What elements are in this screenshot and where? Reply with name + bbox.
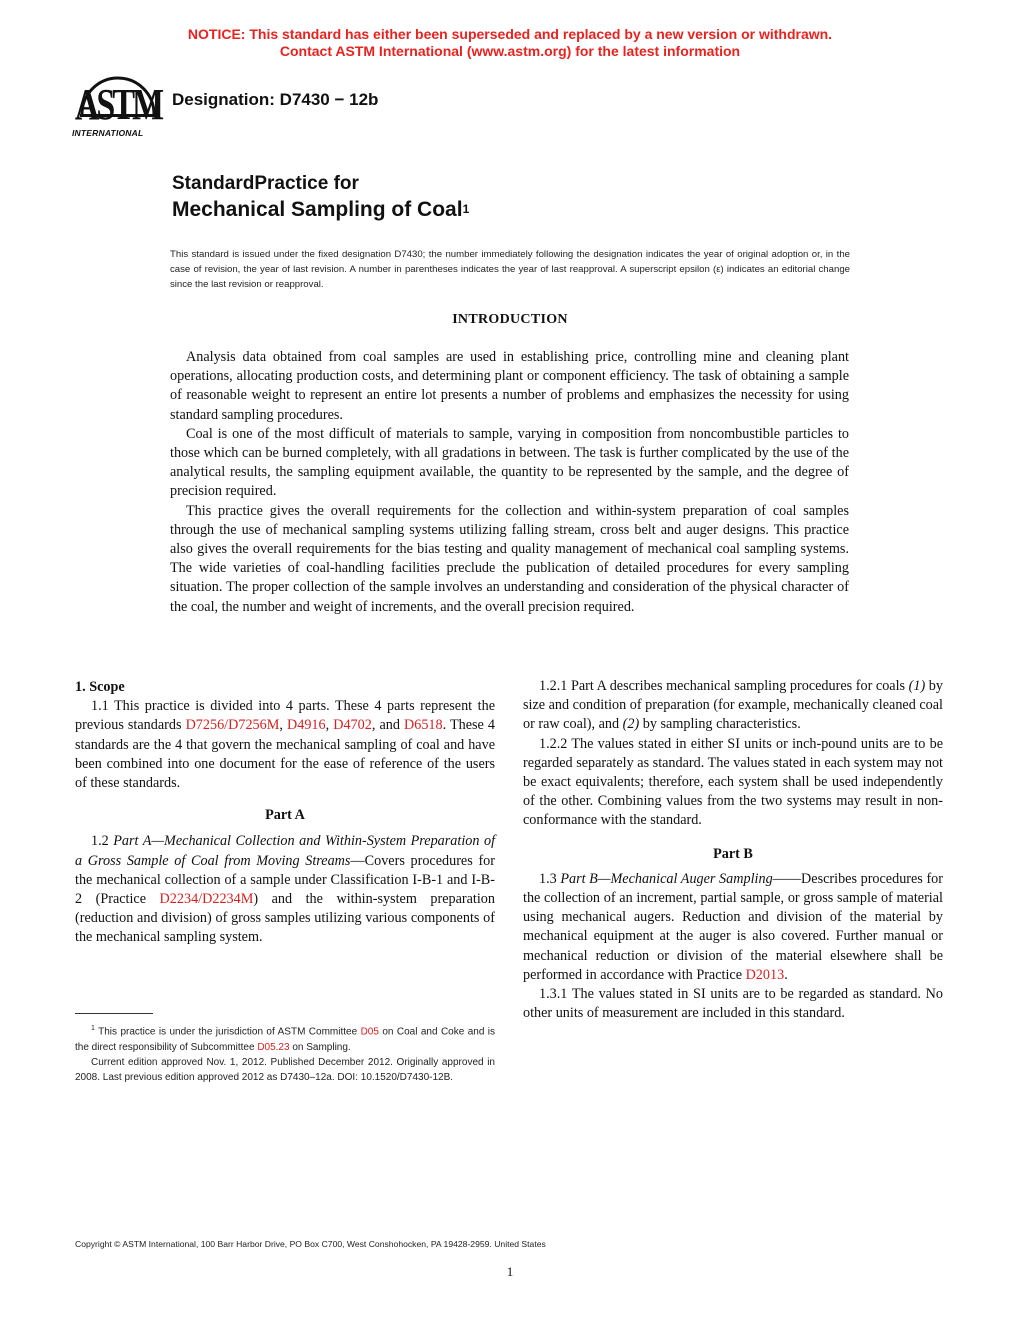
paragraph-1-1	[75, 697, 495, 793]
logo-international-text: INTERNATIONAL	[72, 128, 144, 138]
text: by size and condition of preparation (for example, mechanically cleaned coal or raw coal), and	[523, 678, 943, 733]
link-d2013[interactable]: D2013	[745, 966, 785, 983]
footnote-1	[75, 1021, 495, 1055]
footnote-mark: 1	[91, 1025, 95, 1032]
astm-logo-icon	[72, 72, 164, 132]
paragraph-1-3-1: 1.3.1 The values stated in SI units are to be regarded as standard. No other units of measurement are included in this standard.	[523, 986, 943, 1022]
text: (2)	[622, 716, 640, 733]
introduction-heading: INTRODUCTION	[452, 312, 568, 327]
notice-line-1: NOTICE: This standard has either been superseded and replaced by a new version or withdrawn.	[187, 26, 833, 42]
text: ,	[279, 717, 287, 734]
introduction-body	[170, 348, 849, 617]
link-d7256[interactable]: D7256/D7256M	[185, 717, 280, 734]
issuance-statement: This standard is issued under the fixed designation D7430; the number immediately following the designation indicates the year of original adoption or, in the case of revision, the year of last revision. A number in parentheses indicates the year of last reapproval. A superscript epsilon (ε) indicates an editorial change since the last revision or reapproval.	[170, 249, 850, 290]
page-number: 1	[506, 1264, 514, 1279]
paragraph-1-2-1	[523, 677, 943, 735]
copyright: Copyright © ASTM International, 100 Barr Harbor Drive, PO Box C700, West Conshohocken, PA 19428-2959. United States	[75, 1239, 546, 1249]
designation: Designation: D7430 − 12b	[172, 90, 379, 109]
intro-paragraph-3: This practice gives the overall requirements for the collection and within-system preparation of coal samples through the use of mechanical sampling systems utilizing falling stream, cross belt and auger designs. This practice also gives the overall requirements for the bias testing and quality management of mechanical coal sampling systems. The wide varieties of coal-handling facilities preclude the publication of detailed procedures for every sampling situation. The proper collection of the sample involves an understanding and consideration of the physical character of the coal, the number and weight of increments, and the overall precision required.	[170, 502, 849, 615]
paragraph-1-2-2: 1.2.2 The values stated in either SI units or inch-pound units are to be regarded separately as standard. The values stated in each system may not be exact equivalents; therefore, each system shall be used independently of the other. Combining values from the two systems may result in non-conformance with the standard.	[523, 735, 943, 829]
footnote-divider	[75, 1013, 153, 1014]
text: (1)	[908, 678, 926, 694]
text: on Coal and Coke and is the direct responsibility of Subcommittee	[75, 1026, 496, 1053]
intro-paragraph-2: Coal is one of the most difficult of materials to sample, varying in composition from noncombustible particles to those which can be burned completely, with all gradations in between. The task is further complicated by the use of the analytical results, the sampling equipment available, the quantity to be represented by the sample, and the degree of precision required.	[170, 425, 849, 500]
link-d05[interactable]: D05	[360, 1026, 379, 1038]
text: 1.2.1 Part A describes mechanical sampling procedures for coals	[539, 678, 909, 694]
text: by sampling characteristics.	[639, 716, 801, 733]
text: ) and the within-system preparation (reduction and division) of gross samples utilizing various components of the mechanical sampling system.	[75, 891, 495, 946]
paragraph-1-3	[523, 870, 943, 985]
footnote	[75, 1021, 495, 1085]
footnote-edition: Current edition approved Nov. 1, 2012. Published December 2012. Originally approved in 2008. Last previous edition approved 2012 as D7430–12a. DOI: 10.1520/D7430-12B.	[75, 1056, 495, 1083]
svg-text:ASTM: ASTM	[74, 79, 162, 129]
text: 1.1 This practice is divided into 4 parts. These 4 parts represent the previous standards	[75, 698, 495, 734]
part-a-title: Part A—Mechanical Collection and Within-System Preparation of a Gross Sample of Coal from Moving Streams	[75, 833, 496, 869]
text: , and	[371, 717, 404, 734]
astm-logo	[72, 72, 164, 144]
superseded-notice	[0, 26, 1020, 60]
text: 1.2	[91, 833, 114, 850]
title-text: Mechanical Sampling of Coal	[172, 198, 463, 221]
text: This practice is under the jurisdiction of ASTM Committee	[98, 1026, 361, 1038]
text: .	[784, 966, 788, 983]
text: ——Describes procedures for the collection of an increment, partial sample, or gross sample of material using mechanical augers. Reduction and division of the material by mechanical equipment at the auger is also covered. Further manual or mechanical reduction or division of the material elsewhere shall be performed in accordance with Practice	[523, 870, 943, 983]
link-d0523[interactable]: D05.23	[257, 1041, 290, 1053]
text: 1.3	[539, 870, 561, 887]
notice-line-2: Contact ASTM International (www.astm.org) for the latest information	[279, 43, 741, 59]
right-column	[523, 677, 943, 1023]
title-line-2	[172, 198, 469, 222]
link-d4702[interactable]: D4702	[333, 717, 372, 734]
link-d2234[interactable]: D2234/D2234M	[159, 891, 254, 908]
text: ,	[325, 717, 334, 734]
part-a-heading: Part A	[265, 807, 305, 824]
text: . These 4 standards are the 4 that govern the mechanical sampling of coal and have been combined into one document for the ease of reference of the users of these standards.	[75, 717, 495, 792]
part-b-heading: Part B	[713, 845, 753, 862]
link-d4916[interactable]: D4916	[286, 717, 326, 734]
part-b-title: Part B—Mechanical Auger Sampling	[560, 870, 773, 887]
link-d6518[interactable]: D6518	[404, 717, 443, 734]
left-column	[75, 678, 495, 948]
text: —Covers procedures for the mechanical collection of a sample under Classification I-B-1 and I-B-2 (Practice	[75, 852, 495, 908]
title-footnote-mark: 1	[462, 202, 470, 216]
title-line-1: StandardPractice for	[172, 173, 359, 194]
scope-heading: 1. Scope	[75, 679, 125, 695]
intro-paragraph-1: Analysis data obtained from coal samples are used in establishing price, controlling mine and cleaning plant operations, allocating production costs, and determining plant or component efficiency. The task of obtaining a sample of reasonable weight to represent an entire lot presents a number of problems and emphasizes the necessity for using standard sampling procedures.	[170, 349, 849, 423]
text: on Sampling.	[289, 1041, 351, 1053]
paragraph-1-2	[75, 832, 495, 947]
